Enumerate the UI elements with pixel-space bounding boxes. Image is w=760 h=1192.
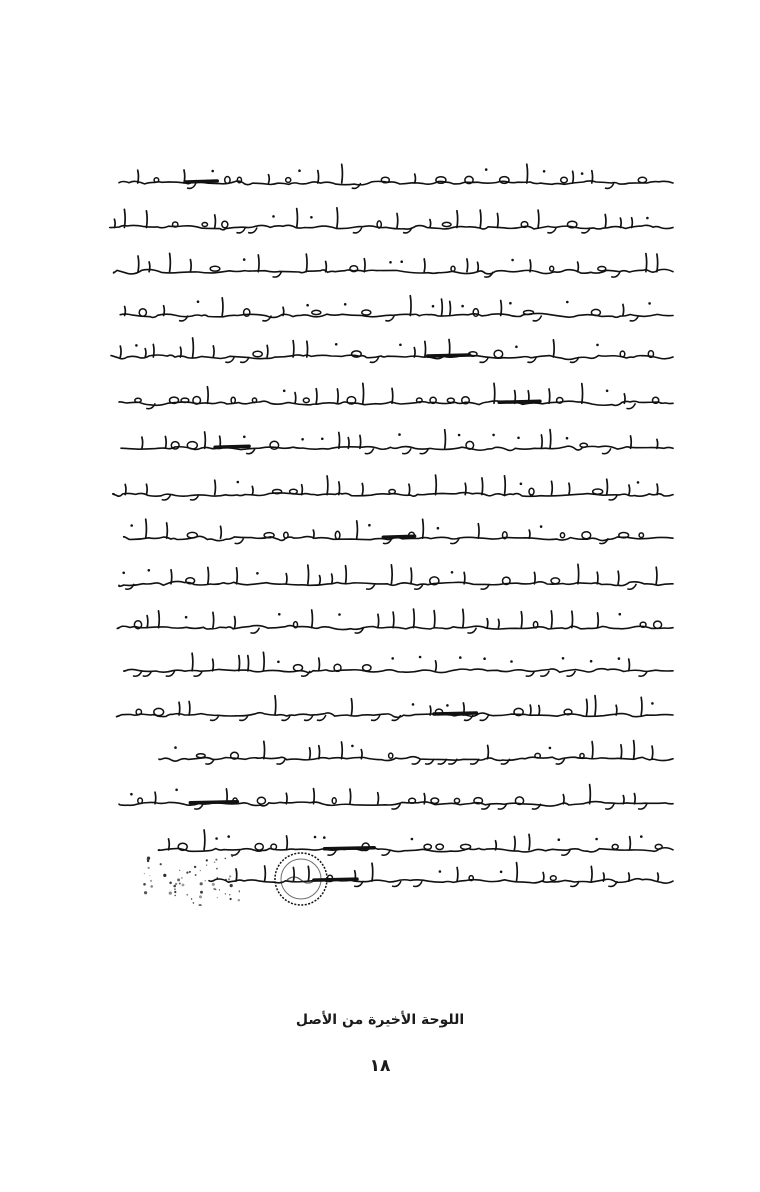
manuscript-line	[115, 782, 675, 812]
manuscript-line	[155, 738, 675, 768]
manuscript-line	[107, 337, 675, 367]
manuscript-line	[105, 206, 675, 236]
manuscript-line	[120, 650, 675, 680]
handwritten-manuscript-text	[100, 138, 675, 918]
manuscript-line	[115, 294, 675, 324]
manuscript-line	[115, 382, 675, 412]
manuscript-line	[155, 828, 675, 858]
page-number: ١٨	[369, 1056, 391, 1076]
manuscript-line	[110, 250, 675, 280]
circular-seal-icon	[272, 850, 330, 908]
manuscript-line	[115, 694, 675, 724]
manuscript-line	[115, 606, 675, 636]
manuscript-line	[117, 428, 675, 458]
page-caption: اللوحة الأخيرة من الأصل	[295, 1012, 465, 1028]
manuscript-line	[115, 162, 675, 192]
manuscript-line	[110, 473, 675, 503]
manuscript-line	[115, 562, 675, 592]
ink-smudge	[140, 856, 240, 906]
manuscript-line	[120, 518, 675, 548]
